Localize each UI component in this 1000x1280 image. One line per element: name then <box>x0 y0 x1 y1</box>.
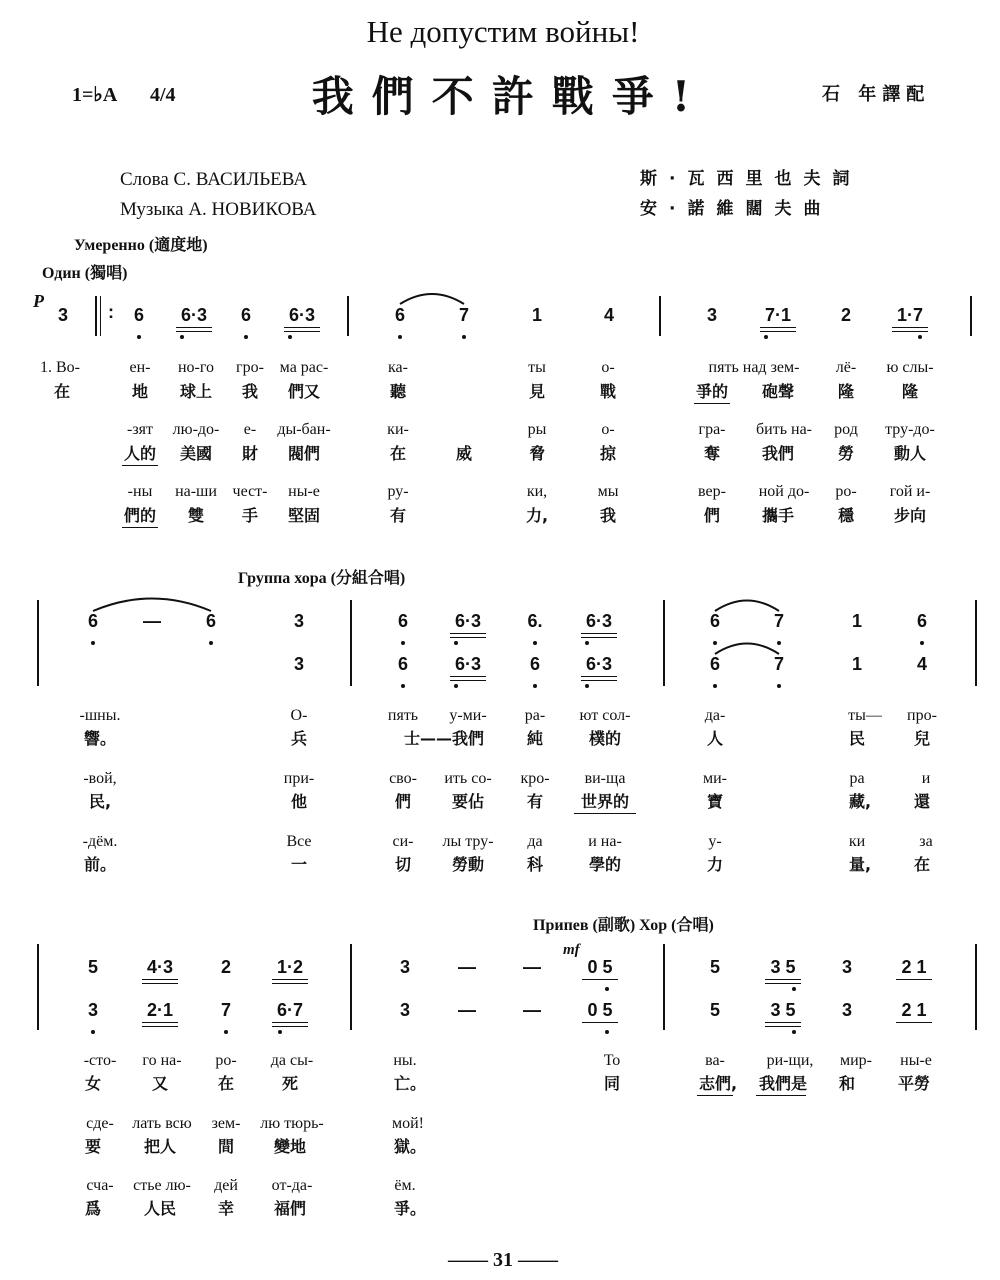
lyric-zh: 有 <box>389 506 407 525</box>
lyric-ru: при- <box>283 770 315 787</box>
lyric-zh: 隆 <box>837 382 855 401</box>
lyric-zh: 球上 <box>179 382 213 401</box>
note: 7 <box>458 305 470 325</box>
lyric-zh: 動人 <box>893 444 927 463</box>
lyric-ru: ки, <box>526 483 548 500</box>
lyric-ru: пять над зем- <box>708 359 800 376</box>
lyric-ru: тру-до- <box>885 421 935 438</box>
lyric-zh: 攜手 <box>761 506 795 525</box>
lyric-ru: за <box>919 833 933 850</box>
lyric-zh: 和 <box>838 1074 856 1093</box>
lyric-zh: 堅固 <box>287 506 321 525</box>
lyric-ru: лю тюрь- <box>260 1115 324 1132</box>
lyric-ru: ю слы- <box>886 359 934 376</box>
note: 3 5 <box>770 957 796 977</box>
lyric-zh: 見 <box>528 382 546 401</box>
lyric-zh: 地 <box>131 382 149 401</box>
lyric-ru: -вой, <box>83 770 117 787</box>
note: 2 1 <box>901 957 927 977</box>
lyric-ru: мир- <box>839 1052 873 1069</box>
lyric-zh: 幸 <box>217 1199 235 1218</box>
lyric-ru: дей <box>214 1177 238 1194</box>
lyric-zh: 寶 <box>706 792 724 811</box>
lyric-ru: род <box>834 421 858 438</box>
lyric-ru: ки- <box>387 421 409 438</box>
lyric-ru: лы тру- <box>442 833 494 850</box>
note: 6·3 <box>585 611 613 631</box>
note: — <box>523 957 541 977</box>
lyric-zh: 我 <box>241 382 259 401</box>
lyric-zh: 人的 <box>123 444 157 463</box>
lyric-ru: гро- <box>236 359 264 376</box>
lyric-zh: 兒 <box>913 729 931 748</box>
lyric-ru: ма рас- <box>279 359 329 376</box>
lyric-zh: 勞 <box>837 444 855 463</box>
note: 6·7 <box>276 1000 304 1020</box>
lyric-zh: 奪 <box>703 444 721 463</box>
lyric-ru: Все <box>286 833 312 850</box>
note: 6·3 <box>454 654 482 674</box>
note: 1 <box>851 611 863 631</box>
lyric-zh: 人民 <box>143 1199 177 1218</box>
lyric-ru: ты— <box>848 707 882 724</box>
lyric-zh: 死 <box>281 1074 299 1093</box>
note: 3 <box>293 654 305 674</box>
lyric-zh: 爲 <box>84 1199 102 1218</box>
note: 6·3 <box>454 611 482 631</box>
lyric-ru: лё- <box>835 359 857 376</box>
note: 3 <box>841 957 853 977</box>
lyric-ru: зем- <box>211 1115 241 1132</box>
lyric-zh: 掠 <box>599 444 617 463</box>
note: 6·3 <box>288 305 316 325</box>
lyric-ru: мы <box>597 483 619 500</box>
lyric-zh: 我 <box>599 506 617 525</box>
lyric-zh: 還 <box>913 792 931 811</box>
lyric-ru: ки <box>848 833 866 850</box>
lyric-zh: 在 <box>913 855 931 874</box>
note: 7 <box>773 611 785 631</box>
lyric-zh: 力 <box>706 855 724 874</box>
note: 6 <box>394 305 406 325</box>
lyric-ru: -шны. <box>79 707 121 724</box>
tie-slur <box>715 601 779 612</box>
lyric-ru: То <box>603 1052 621 1069</box>
lyric-zh: 變地 <box>273 1137 307 1156</box>
lyric-zh: 民, <box>88 792 112 811</box>
lyric-ru: про- <box>907 707 937 724</box>
lyric-ru: ить со- <box>444 770 492 787</box>
lyric-ru: вер- <box>698 483 726 500</box>
lyric-zh: 爭的 <box>695 382 729 401</box>
lyric-zh: 福們 <box>273 1199 307 1218</box>
lyric-zh: 們又 <box>287 382 321 401</box>
note: 6·3 <box>180 305 208 325</box>
note: 6 <box>397 654 409 674</box>
note: 6 <box>240 305 252 325</box>
lyric-ru: да сы- <box>270 1052 314 1069</box>
note: 6 <box>205 611 217 631</box>
note: — <box>458 957 476 977</box>
lyric-ru: ми- <box>702 770 728 787</box>
lyric-zh: 們 <box>703 506 721 525</box>
lyric-zh: 我們是 <box>758 1074 808 1093</box>
lyric-zh: 切 <box>394 855 412 874</box>
note: 6 <box>397 611 409 631</box>
note: 3 <box>293 611 305 631</box>
note: 3 <box>841 1000 853 1020</box>
dynamic-p: P <box>33 291 44 311</box>
lyric-zh: 兵 <box>290 729 308 748</box>
lyric-ru: бить на- <box>756 421 812 438</box>
note: 5 <box>709 1000 721 1020</box>
lyric-ru: ты <box>528 359 546 376</box>
note: 1 <box>531 305 543 325</box>
lyric-zh: 穩 <box>837 506 855 525</box>
note: 6 <box>133 305 145 325</box>
note: 4 <box>916 654 928 674</box>
lyric-zh: 女 <box>84 1074 102 1093</box>
lyric-zh: 量, <box>848 855 872 874</box>
lyric-ru: да <box>527 833 543 850</box>
note: — <box>523 1000 541 1020</box>
lyric-ru: ро- <box>215 1052 237 1069</box>
solo-marking: Один (獨唱) <box>42 265 128 282</box>
group-chorus-marking: Группа хора (分組合唱) <box>238 570 406 587</box>
note: 3 <box>399 1000 411 1020</box>
lyric-zh: 學的 <box>588 855 622 874</box>
lyric-ru: гра- <box>698 421 726 438</box>
note: 7·1 <box>764 305 792 325</box>
lyric-ru: от-да- <box>271 1177 313 1194</box>
lyric-zh: 勞動 <box>451 855 485 874</box>
lyric-ru: о- <box>601 421 615 438</box>
lyric-ru: на-ши <box>175 483 217 500</box>
lyric-ru: -сто- <box>83 1052 117 1069</box>
lyric-zh: 把人 <box>143 1137 177 1156</box>
lyric-ru: и <box>921 770 931 787</box>
lyric-ru: гой и- <box>889 483 931 500</box>
lyric-zh: 要佔 <box>451 792 485 811</box>
lyric-ru: ры <box>527 421 547 438</box>
note: 6 <box>87 611 99 631</box>
lyric-zh: 純 <box>526 729 544 748</box>
lyric-zh: 們 <box>394 792 412 811</box>
lyric-ru: кро- <box>520 770 550 787</box>
composer-russian: Музыка А. НОВИКОВА <box>120 199 317 220</box>
tie-slur <box>93 599 211 612</box>
lyric-ru: но-го <box>177 359 215 376</box>
lyric-zh: 同 <box>603 1074 621 1093</box>
lyric-zh: 美國 <box>179 444 213 463</box>
note: 1·2 <box>276 957 304 977</box>
page-number: —— 31 —— <box>448 1249 558 1271</box>
lyric-zh: 隆 <box>901 382 919 401</box>
lyric-zh: 亡。 <box>393 1074 427 1093</box>
tempo-marking: Умеренно (適度地) <box>74 237 208 254</box>
lyric-ru: лать всю <box>132 1115 192 1132</box>
note: 3 <box>399 957 411 977</box>
lyric-zh: 前。 <box>83 855 117 874</box>
lyric-ru: ды-бан- <box>277 421 331 438</box>
lyric-zh: 響。 <box>83 729 117 748</box>
lyric-ru: сде- <box>86 1115 114 1132</box>
lyric-zh: 聽 <box>389 382 407 401</box>
lyric-zh: 世界的 <box>580 792 630 811</box>
lyric-zh: 平勞 <box>897 1074 931 1093</box>
note: 7 <box>773 654 785 674</box>
lyric-ru: ра <box>849 770 865 787</box>
lyric-zh: 爭。 <box>393 1199 427 1218</box>
lyric-ru: сво- <box>389 770 417 787</box>
lyric-ru: -зят <box>127 421 153 438</box>
lyricist-chinese: 斯·瓦西里也夫詞 <box>640 169 862 189</box>
title-chinese: 我們不許戰爭! <box>311 72 709 121</box>
note: 7 <box>220 1000 232 1020</box>
lyric-ru: стье лю- <box>133 1177 191 1194</box>
note: 6 <box>529 654 541 674</box>
lyric-ru: да- <box>704 707 726 724</box>
time-signature: 4/4 <box>150 84 176 106</box>
key-signature: 1=♭A <box>72 84 118 106</box>
lyric-zh: 雙 <box>187 506 205 525</box>
lyric-ru: сча- <box>86 1177 114 1194</box>
lyric-ru: ра- <box>524 707 546 724</box>
note: 4·3 <box>146 957 174 977</box>
lyric-ru: ро- <box>835 483 857 500</box>
note: 3 <box>706 305 718 325</box>
lyric-ru: ви-ща <box>584 770 626 787</box>
note: 2 <box>840 305 852 325</box>
lyric-ru: си- <box>392 833 414 850</box>
lyric-zh: 脅 <box>528 444 546 463</box>
note: 2·1 <box>146 1000 174 1020</box>
lyric-zh: 民 <box>848 729 866 748</box>
lyric-zh: 閥們 <box>287 444 321 463</box>
lyric-zh: 財 <box>241 444 259 463</box>
lyric-zh: 步向 <box>893 506 927 525</box>
lyric-ru: мой! <box>391 1115 425 1132</box>
lyric-ru: ен- <box>129 359 151 376</box>
lyric-zh: 科 <box>526 855 544 874</box>
lyric-ru: го на- <box>142 1052 182 1069</box>
lyric-ru: ва- <box>705 1052 725 1069</box>
lyric-ru: -ны <box>127 483 153 500</box>
lyric-ru: 1. Во- <box>40 359 80 376</box>
lyricist-russian: Слова С. ВАСИЛЬЕВА <box>120 169 307 190</box>
lyric-ru: чест- <box>232 483 268 500</box>
note: — <box>458 1000 476 1020</box>
lyric-zh: 們的 <box>123 506 157 525</box>
lyric-zh: 人 <box>706 729 724 748</box>
note: 3 <box>87 1000 99 1020</box>
chorus-marking: Припев (副歌) Хор (合唱) <box>533 917 714 934</box>
lyric-zh: 威 <box>455 444 473 463</box>
tie-slur <box>400 294 464 304</box>
note: 0 5 <box>587 1000 613 1020</box>
translator-credit: 石 年譯配 <box>822 84 931 105</box>
note: 6 <box>916 611 928 631</box>
lyric-zh: 又 <box>151 1074 169 1093</box>
lyric-zh: 藏, <box>848 792 872 811</box>
lyric-ru: ют сол- <box>579 707 631 724</box>
lyric-ru: -дём. <box>82 833 118 850</box>
lyric-ru: ны-е <box>288 483 320 500</box>
note: 1 <box>851 654 863 674</box>
lyric-zh: 有 <box>526 792 544 811</box>
note: — <box>143 611 161 631</box>
lyric-zh: 戰 <box>599 382 617 401</box>
lyric-zh: 手 <box>241 506 259 525</box>
lyric-zh: 我們 <box>761 444 795 463</box>
lyric-zh: 間 <box>217 1137 235 1156</box>
lyric-ru: О- <box>290 707 308 724</box>
lyric-ru: е- <box>243 421 257 438</box>
note: 0 5 <box>587 957 613 977</box>
dynamic-mf: mf <box>563 942 580 958</box>
lyric-zh: 砲聲 <box>761 382 795 401</box>
lyric-zh: 在 <box>217 1074 235 1093</box>
note: 3 5 <box>770 1000 796 1020</box>
note: 5 <box>709 957 721 977</box>
note: 4 <box>603 305 615 325</box>
note: 6 <box>709 611 721 631</box>
note: 3 <box>57 305 69 325</box>
repeat-dots: : <box>108 302 114 322</box>
note: 6. <box>527 611 543 631</box>
tie-slur <box>715 644 779 655</box>
note: 5 <box>87 957 99 977</box>
title-russian: Не допустим войны! <box>366 14 640 49</box>
note: 6 <box>709 654 721 674</box>
lyric-ru: ка- <box>388 359 408 376</box>
lyric-ru: о- <box>601 359 615 376</box>
note: 6·3 <box>585 654 613 674</box>
lyric-ru: и на- <box>588 833 622 850</box>
lyric-ru: у-ми- <box>449 707 487 724</box>
lyric-ru: ны-е <box>900 1052 932 1069</box>
lyric-zh: 一 <box>290 855 308 874</box>
lyric-zh: 志們, <box>698 1074 738 1093</box>
note: 2 <box>220 957 232 977</box>
lyric-ru: ри-щи, <box>766 1052 814 1069</box>
lyric-ru: пять <box>387 707 419 724</box>
lyric-zh: 他 <box>290 792 308 811</box>
lyric-zh: 在 <box>53 382 71 401</box>
note: 1·7 <box>896 305 924 325</box>
lyric-ru: лю-до- <box>172 421 220 438</box>
lyric-ru: ной до- <box>758 483 810 500</box>
lyric-zh: 樸的 <box>588 729 622 748</box>
lyric-zh: 獄。 <box>393 1137 427 1156</box>
lyric-zh: 在 <box>389 444 407 463</box>
lyric-zh: 力, <box>525 506 549 525</box>
lyric-zh: 士——我們 <box>403 729 485 748</box>
composer-chinese: 安·諾維闊夫曲 <box>640 199 833 219</box>
lyric-ru: ны. <box>393 1052 417 1069</box>
lyric-zh: 要 <box>84 1137 102 1156</box>
note: 2 1 <box>901 1000 927 1020</box>
lyric-ru: у- <box>708 833 722 850</box>
lyric-ru: ём. <box>394 1177 416 1194</box>
lyric-ru: ру- <box>387 483 409 500</box>
